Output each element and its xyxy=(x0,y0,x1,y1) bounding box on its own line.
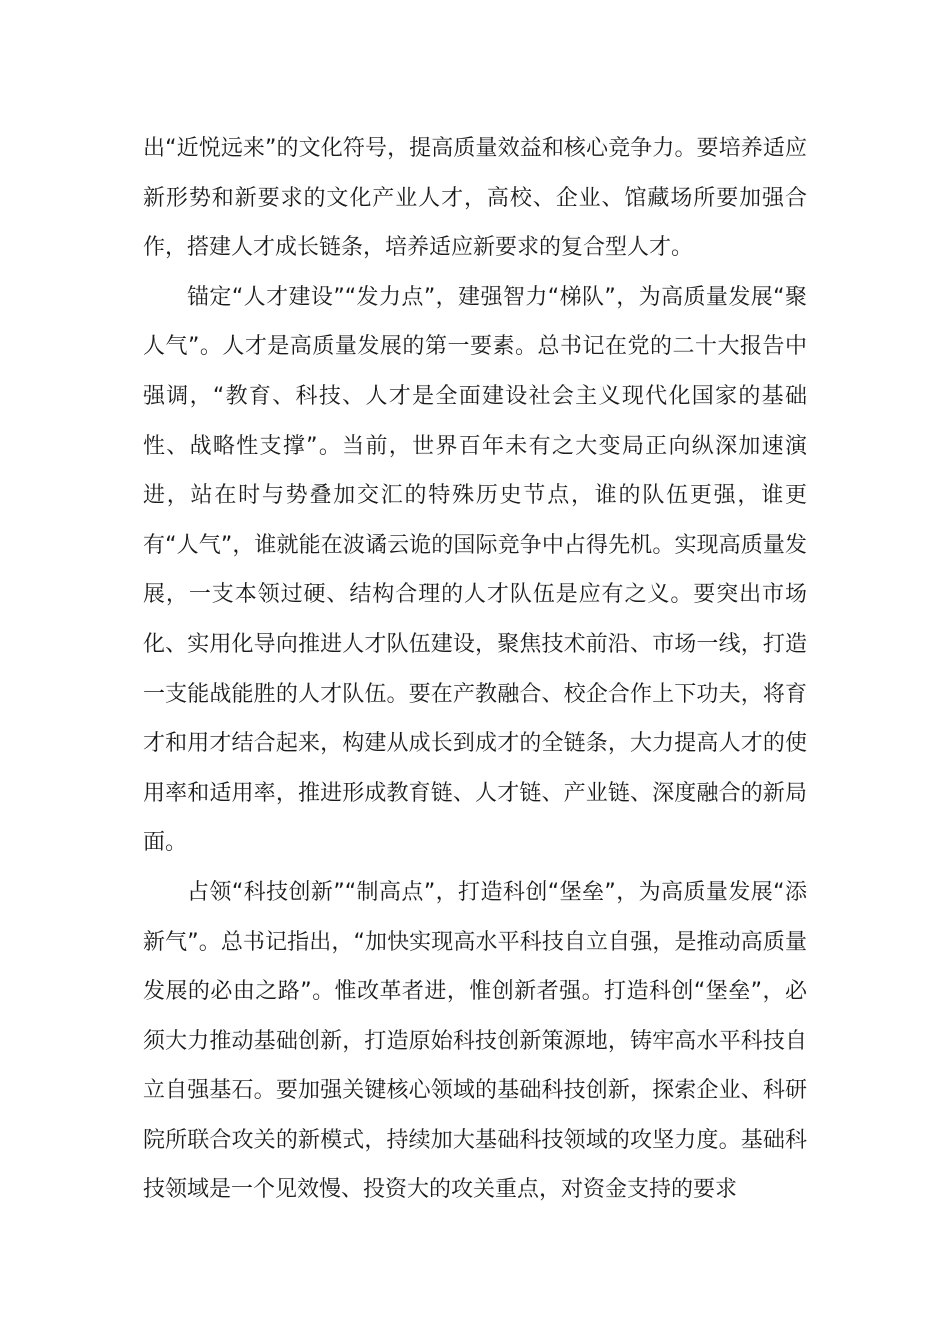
paragraph-1: 出“近悦远来”的文化符号，提高质量效益和核心竞争力。要培养适应新形势和新要求的文化产业人才，高校、企业、馆藏场所要加强合作，搭建人才成长链条，培养适应新要求的复合型人才。 xyxy=(143,136,807,261)
paragraph-3: 占领“科技创新”“制高点”，打造科创“堡垒”，为高质量发展“添新气”。总书记指出，“加快实现高水平科技自立自强，是推动高质量发展的必由之路”。惟改革者进，惟创新者强。打造科创“堡垒”，必须大力推动基础创新，打造原始科技创新策源地，铸牢高水平科技自立自强基石。要加强关键核心领域的基础科技创新，探索企业、科研院所联合攻关的新模式，持续加大基础科技领域的攻坚力度。基础科技领域是一个见效慢、投资大的攻关重点，对资金支持的要求 xyxy=(143,879,807,1203)
document-body xyxy=(143,124,807,1215)
paragraph-2: 锚定“人才建设”“发力点”，建强智力“梯队”，为高质量发展“聚人气”。人才是高质量发展的第一要素。总书记在党的二十大报告中强调，“教育、科技、人才是全面建设社会主义现代化国家的基础性、战略性支撑”。当前，世界百年未有之大变局正向纵深加速演进，站在时与势叠加交汇的特殊历史节点，谁的队伍更强，谁更有“人气”，谁就能在波谲云诡的国际竞争中占得先机。实现高质量发展，一支本领过硬、结构合理的人才队伍是应有之义。要突出市场化、实用化导向推进人才队伍建设，聚焦技术前沿、市场一线，打造一支能战能胜的人才队伍。要在产教融合、校企合作上下功夫，将育才和用才结合起来，构建从成长到成才的全链条，大力提高人才的使用率和适用率，推进形成教育链、人才链、产业链、深度融合的新局面。 xyxy=(143,284,807,856)
